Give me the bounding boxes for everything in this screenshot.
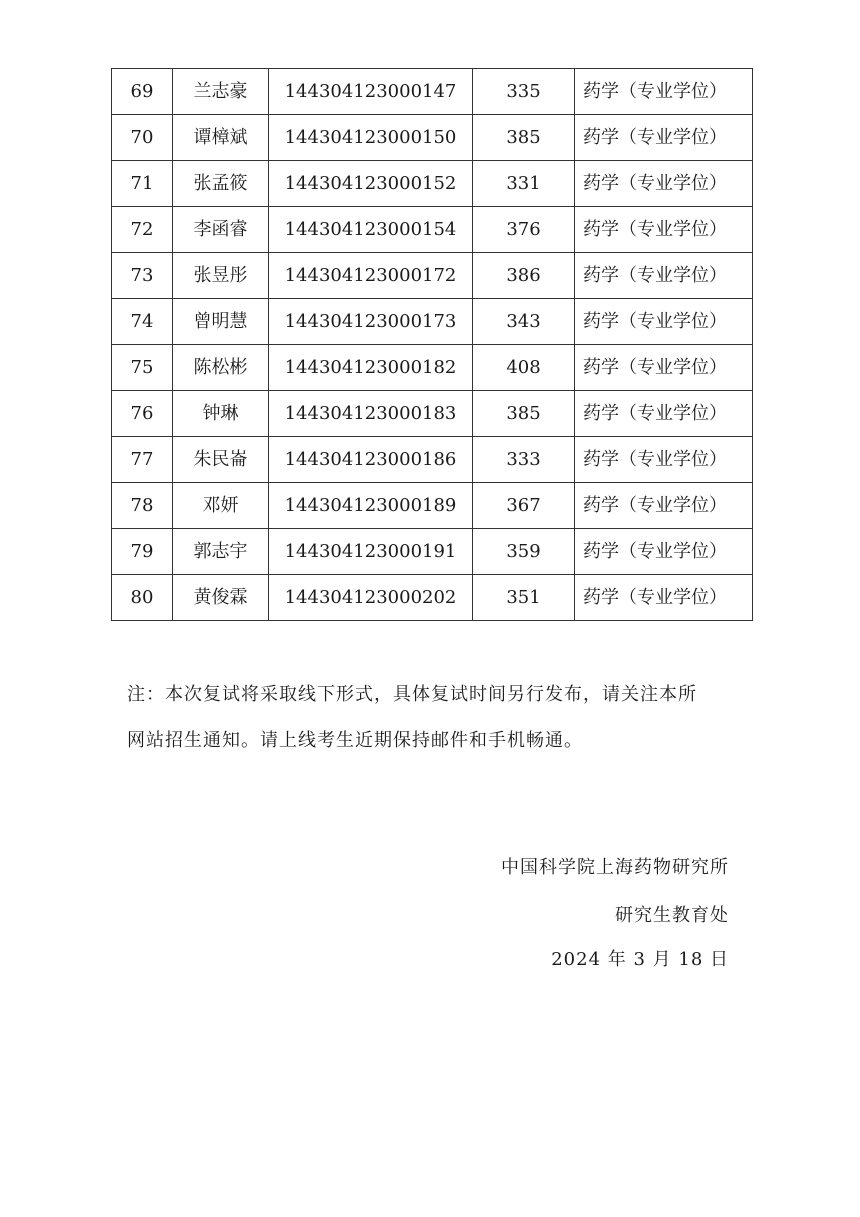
- cell-exam-id: 144304123000182: [269, 345, 473, 391]
- cell-name: 张昱彤: [173, 253, 269, 299]
- cell-number: 76: [112, 391, 173, 437]
- cell-exam-id: 144304123000172: [269, 253, 473, 299]
- cell-number: 80: [112, 575, 173, 621]
- cell-name: 朱民崙: [173, 437, 269, 483]
- cell-name: 曾明慧: [173, 299, 269, 345]
- table-row: [112, 299, 753, 345]
- cell-number: 79: [112, 529, 173, 575]
- table-row: [112, 575, 753, 621]
- table-row: [112, 69, 753, 115]
- cell-exam-id: 144304123000202: [269, 575, 473, 621]
- cell-number: 78: [112, 483, 173, 529]
- cell-score: 335: [473, 69, 575, 115]
- cell-number: 71: [112, 161, 173, 207]
- cell-score: 385: [473, 115, 575, 161]
- admission-roster-table: [111, 68, 753, 621]
- cell-score: 386: [473, 253, 575, 299]
- cell-name: 张孟筱: [173, 161, 269, 207]
- cell-name: 钟琳: [173, 391, 269, 437]
- cell-major: 药学（专业学位）: [575, 299, 753, 345]
- cell-exam-id: 144304123000183: [269, 391, 473, 437]
- cell-major: 药学（专业学位）: [575, 115, 753, 161]
- cell-name: 陈松彬: [173, 345, 269, 391]
- cell-score: 408: [473, 345, 575, 391]
- table-row: [112, 437, 753, 483]
- cell-exam-id: 144304123000154: [269, 207, 473, 253]
- cell-major: 药学（专业学位）: [575, 207, 753, 253]
- cell-name: 兰志豪: [173, 69, 269, 115]
- cell-exam-id: 144304123000150: [269, 115, 473, 161]
- cell-exam-id: 144304123000152: [269, 161, 473, 207]
- cell-name: 黄俊霖: [173, 575, 269, 621]
- cell-major: 药学（专业学位）: [575, 529, 753, 575]
- cell-score: 351: [473, 575, 575, 621]
- cell-number: 72: [112, 207, 173, 253]
- cell-name: 李函睿: [173, 207, 269, 253]
- signature-organization: 中国科学院上海药物研究所: [501, 857, 729, 878]
- cell-major: 药学（专业学位）: [575, 483, 753, 529]
- roster-body: [112, 69, 753, 621]
- cell-exam-id: 144304123000173: [269, 299, 473, 345]
- cell-major: 药学（专业学位）: [575, 253, 753, 299]
- cell-score: 359: [473, 529, 575, 575]
- table-row: [112, 483, 753, 529]
- cell-score: 385: [473, 391, 575, 437]
- cell-name: 邓妍: [173, 483, 269, 529]
- note-line-2: 网站招生通知。请上线考生近期保持邮件和手机畅通。: [127, 730, 583, 751]
- cell-name: 郭志宇: [173, 529, 269, 575]
- table-row: [112, 345, 753, 391]
- cell-score: 343: [473, 299, 575, 345]
- cell-number: 77: [112, 437, 173, 483]
- cell-score: 376: [473, 207, 575, 253]
- cell-score: 333: [473, 437, 575, 483]
- cell-major: 药学（专业学位）: [575, 161, 753, 207]
- cell-number: 73: [112, 253, 173, 299]
- cell-number: 74: [112, 299, 173, 345]
- table-row: [112, 529, 753, 575]
- table-row: [112, 161, 753, 207]
- table-row: [112, 391, 753, 437]
- cell-number: 75: [112, 345, 173, 391]
- table-row: [112, 115, 753, 161]
- cell-major: 药学（专业学位）: [575, 437, 753, 483]
- exam-note: [127, 672, 747, 764]
- cell-major: 药学（专业学位）: [575, 69, 753, 115]
- table-row: [112, 253, 753, 299]
- cell-exam-id: 144304123000189: [269, 483, 473, 529]
- cell-number: 70: [112, 115, 173, 161]
- cell-exam-id: 144304123000191: [269, 529, 473, 575]
- cell-score: 331: [473, 161, 575, 207]
- table-row: [112, 207, 753, 253]
- cell-major: 药学（专业学位）: [575, 345, 753, 391]
- cell-major: 药学（专业学位）: [575, 391, 753, 437]
- cell-exam-id: 144304123000186: [269, 437, 473, 483]
- cell-exam-id: 144304123000147: [269, 69, 473, 115]
- signature-department: 研究生教育处: [615, 905, 729, 926]
- signature-date: 2024 年 3 月 18 日: [551, 949, 729, 970]
- cell-score: 367: [473, 483, 575, 529]
- note-line-1: 注：本次复试将采取线下形式，具体复试时间另行发布，请关注本所: [127, 684, 697, 705]
- cell-major: 药学（专业学位）: [575, 575, 753, 621]
- cell-name: 谭樟斌: [173, 115, 269, 161]
- cell-number: 69: [112, 69, 173, 115]
